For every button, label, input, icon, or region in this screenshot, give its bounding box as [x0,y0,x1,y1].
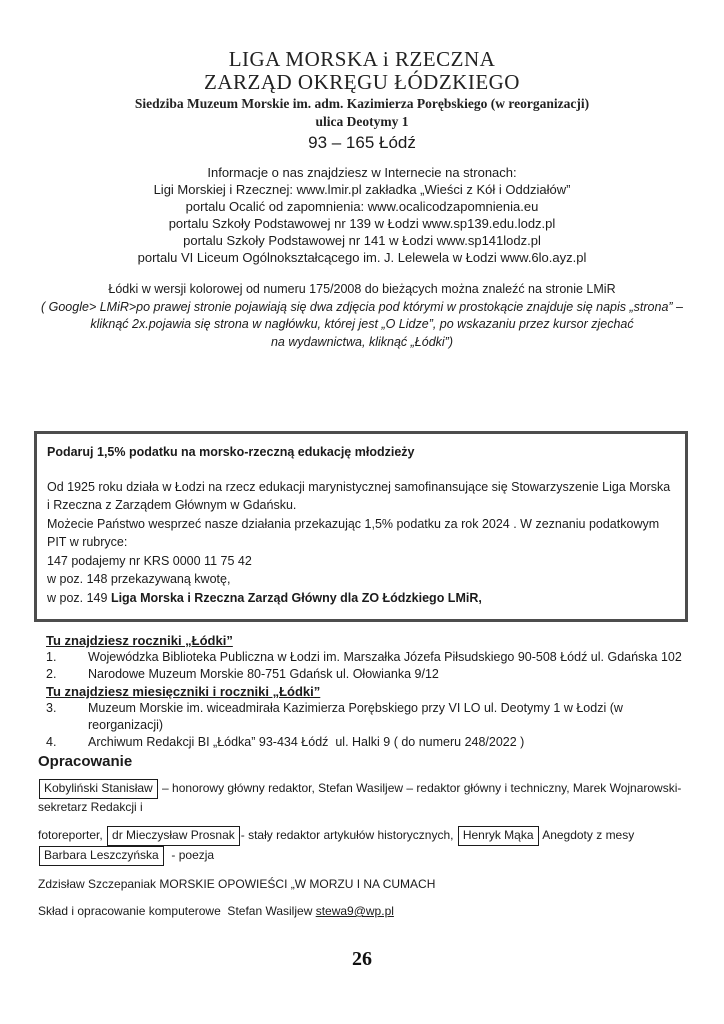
tax-box-line-3: Możecie Państwo wesprzeć nasze działania przekazując 1,5% podatku za rok 2024 . W zeznaniu podatkowym PIT w rubryce: [47,516,667,549]
tax-box-line-2: i Rzeczna z Zarządem Głównym w Gdańsku. [47,498,297,512]
org-subtitle: ZARZĄD OKRĘGU ŁÓDZKIEGO [204,70,520,94]
link-line-ocalic: portalu Ocalić od zapomnienia: www.ocalicodzapomnienia.eu [185,199,539,214]
link-line-sp141: portalu Szkoły Podstawowej nr 141 w Łodzi www.sp141lodz.pl [183,233,541,248]
lodki-instruction-line-2: kliknąć 2x.pojawia się strona w nagłówku, której jest „O Lidze”, po wskazaniu przez kursor zjechać [90,317,634,331]
item-number: 1. [46,650,57,664]
credit-line-2-suffix: - poezja [164,848,215,862]
credit-line-2-prefix: fotoreporter, [38,828,107,842]
item-text: Wojewódzka Biblioteka Publiczna w Łodzi im. Marszałka Józefa Piłsudskiego 90-508 Łódź ul. Gdańska 102 [88,650,682,664]
credit-line-1 [38,779,698,816]
email-link[interactable]: stewa9@wp.pl [315,904,394,918]
yearbooks-section [46,632,694,751]
page-number: 26 [352,948,372,970]
credit-line-1-text: – honorowy główny redaktor, Stefan Wasiljew – redaktor główny i techniczny, Marek Wojnarowski-sekretarz Redakcji i [38,781,682,814]
tax-box-line-149 [47,589,673,608]
credit-line-3: Zdzisław Szczepaniak MORSKIE OPOWIEŚCI „W MORZU I NA CUMACH [38,877,436,891]
address-street: ulica Deotymy 1 [315,114,409,129]
credits-section [38,752,698,920]
lodki-instruction-line-3: na wydawnictwa, kliknąć „Łódki”) [270,334,453,349]
list-item-1 [46,649,694,666]
item-number: 4. [46,735,57,749]
line-149-recipient: Liga Morska i Rzeczna Zarząd Główny dla ZO Łódzkiego LMiR, [110,590,482,605]
line-149-prefix: w poz. 149 [47,590,111,605]
yearbooks-heading-1: Tu znajdziesz roczniki „Łódki” [46,633,233,648]
lodki-instruction-line-1: ( Google> LMiR>po prawej stronie pojawiają się dwa zdjęcia pod którymi w prostokącie znajduje się napis „strona” – [41,299,683,314]
list-item-2 [46,666,694,683]
link-line-lmir: Ligi Morskiej i Rzecznej: www.lmir.pl zakładka „Wieści z Kół i Oddziałów” [153,182,571,197]
tax-donation-box [34,431,688,622]
tax-box-heading: Podaruj 1,5% podatku na morsko-rzeczną edukację młodzieży [47,445,415,459]
lodki-info-paragraph [0,281,724,351]
item-text: Archiwum Redakcji BI „Łódka” 93-434 Łódź ul. Halki 9 ( do numeru 248/2022 ) [88,735,525,749]
list-item-4 [46,734,694,751]
credit-line-2-mid2: Anegdoty z mesy [539,828,638,842]
lodki-intro-line: Łódki w wersji kolorowej od numeru 175/2008 do bieżących można znaleźć na stronie LMiR [108,282,616,296]
boxed-name-kobylinski: Kobyliński Stanisław [39,779,158,799]
credit-line-2-mid1: - stały redaktor artykułów historycznych, [240,828,457,842]
tax-box-line-1: Od 1925 roku działa w Łodzi na rzecz edukacji marynistycznej samofinansujące się Stowarzyszenie Liga Morska [47,479,671,494]
item-number: 3. [46,701,57,715]
address-postal-city: 93 – 165 Łódź [308,133,416,152]
boxed-name-maka: Henryk Mąka [458,826,539,846]
item-number: 2. [46,667,57,681]
links-intro: Informacje o nas znajdziesz w Internecie na stronach: [207,165,517,180]
link-line-6lo: portalu VI Liceum Ogólnokształcącego im. J. Lelewela w Łodzi www.6lo.ayz.pl [137,250,587,265]
credit-line-4 [38,903,698,920]
org-title: LIGA MORSKA i RZECZNA [228,47,496,71]
tax-box-line-148: w poz. 148 przekazywaną kwotę, [47,572,231,586]
internet-links-section [0,164,724,266]
list-item-3 [46,700,694,734]
boxed-name-prosnak: dr Mieczysław Prosnak [107,826,240,846]
credit-line-4-text: Skład i opracowanie komputerowe Stefan Wasiljew [38,904,316,918]
document-header [0,48,724,152]
item-text: Narodowe Muzeum Morskie 80-751 Gdańsk ul. Ołowianka 9/12 [88,667,439,681]
yearbooks-heading-2: Tu znajdziesz miesięczniki i roczniki „Łódki” [46,684,321,699]
boxed-name-leszczynska: Barbara Leszczyńska [39,846,164,866]
tax-box-krs-line: 147 podajemy nr KRS 0000 11 75 42 [47,553,252,568]
credits-heading: Opracowanie [38,753,133,770]
address-siedziba: Siedziba Muzeum Morskie im. adm. Kazimierza Porębskiego (w reorganizacji) [134,96,590,111]
credit-line-2 [38,826,698,866]
item-text: Muzeum Morskie im. wiceadmirała Kazimierza Porębskiego przy VI LO ul. Deotymy 1 w Łodzi (w reorganizacji) [88,701,627,732]
link-line-sp139: portalu Szkoły Podstawowej nr 139 w Łodzi www.sp139.edu.lodz.pl [168,216,556,231]
